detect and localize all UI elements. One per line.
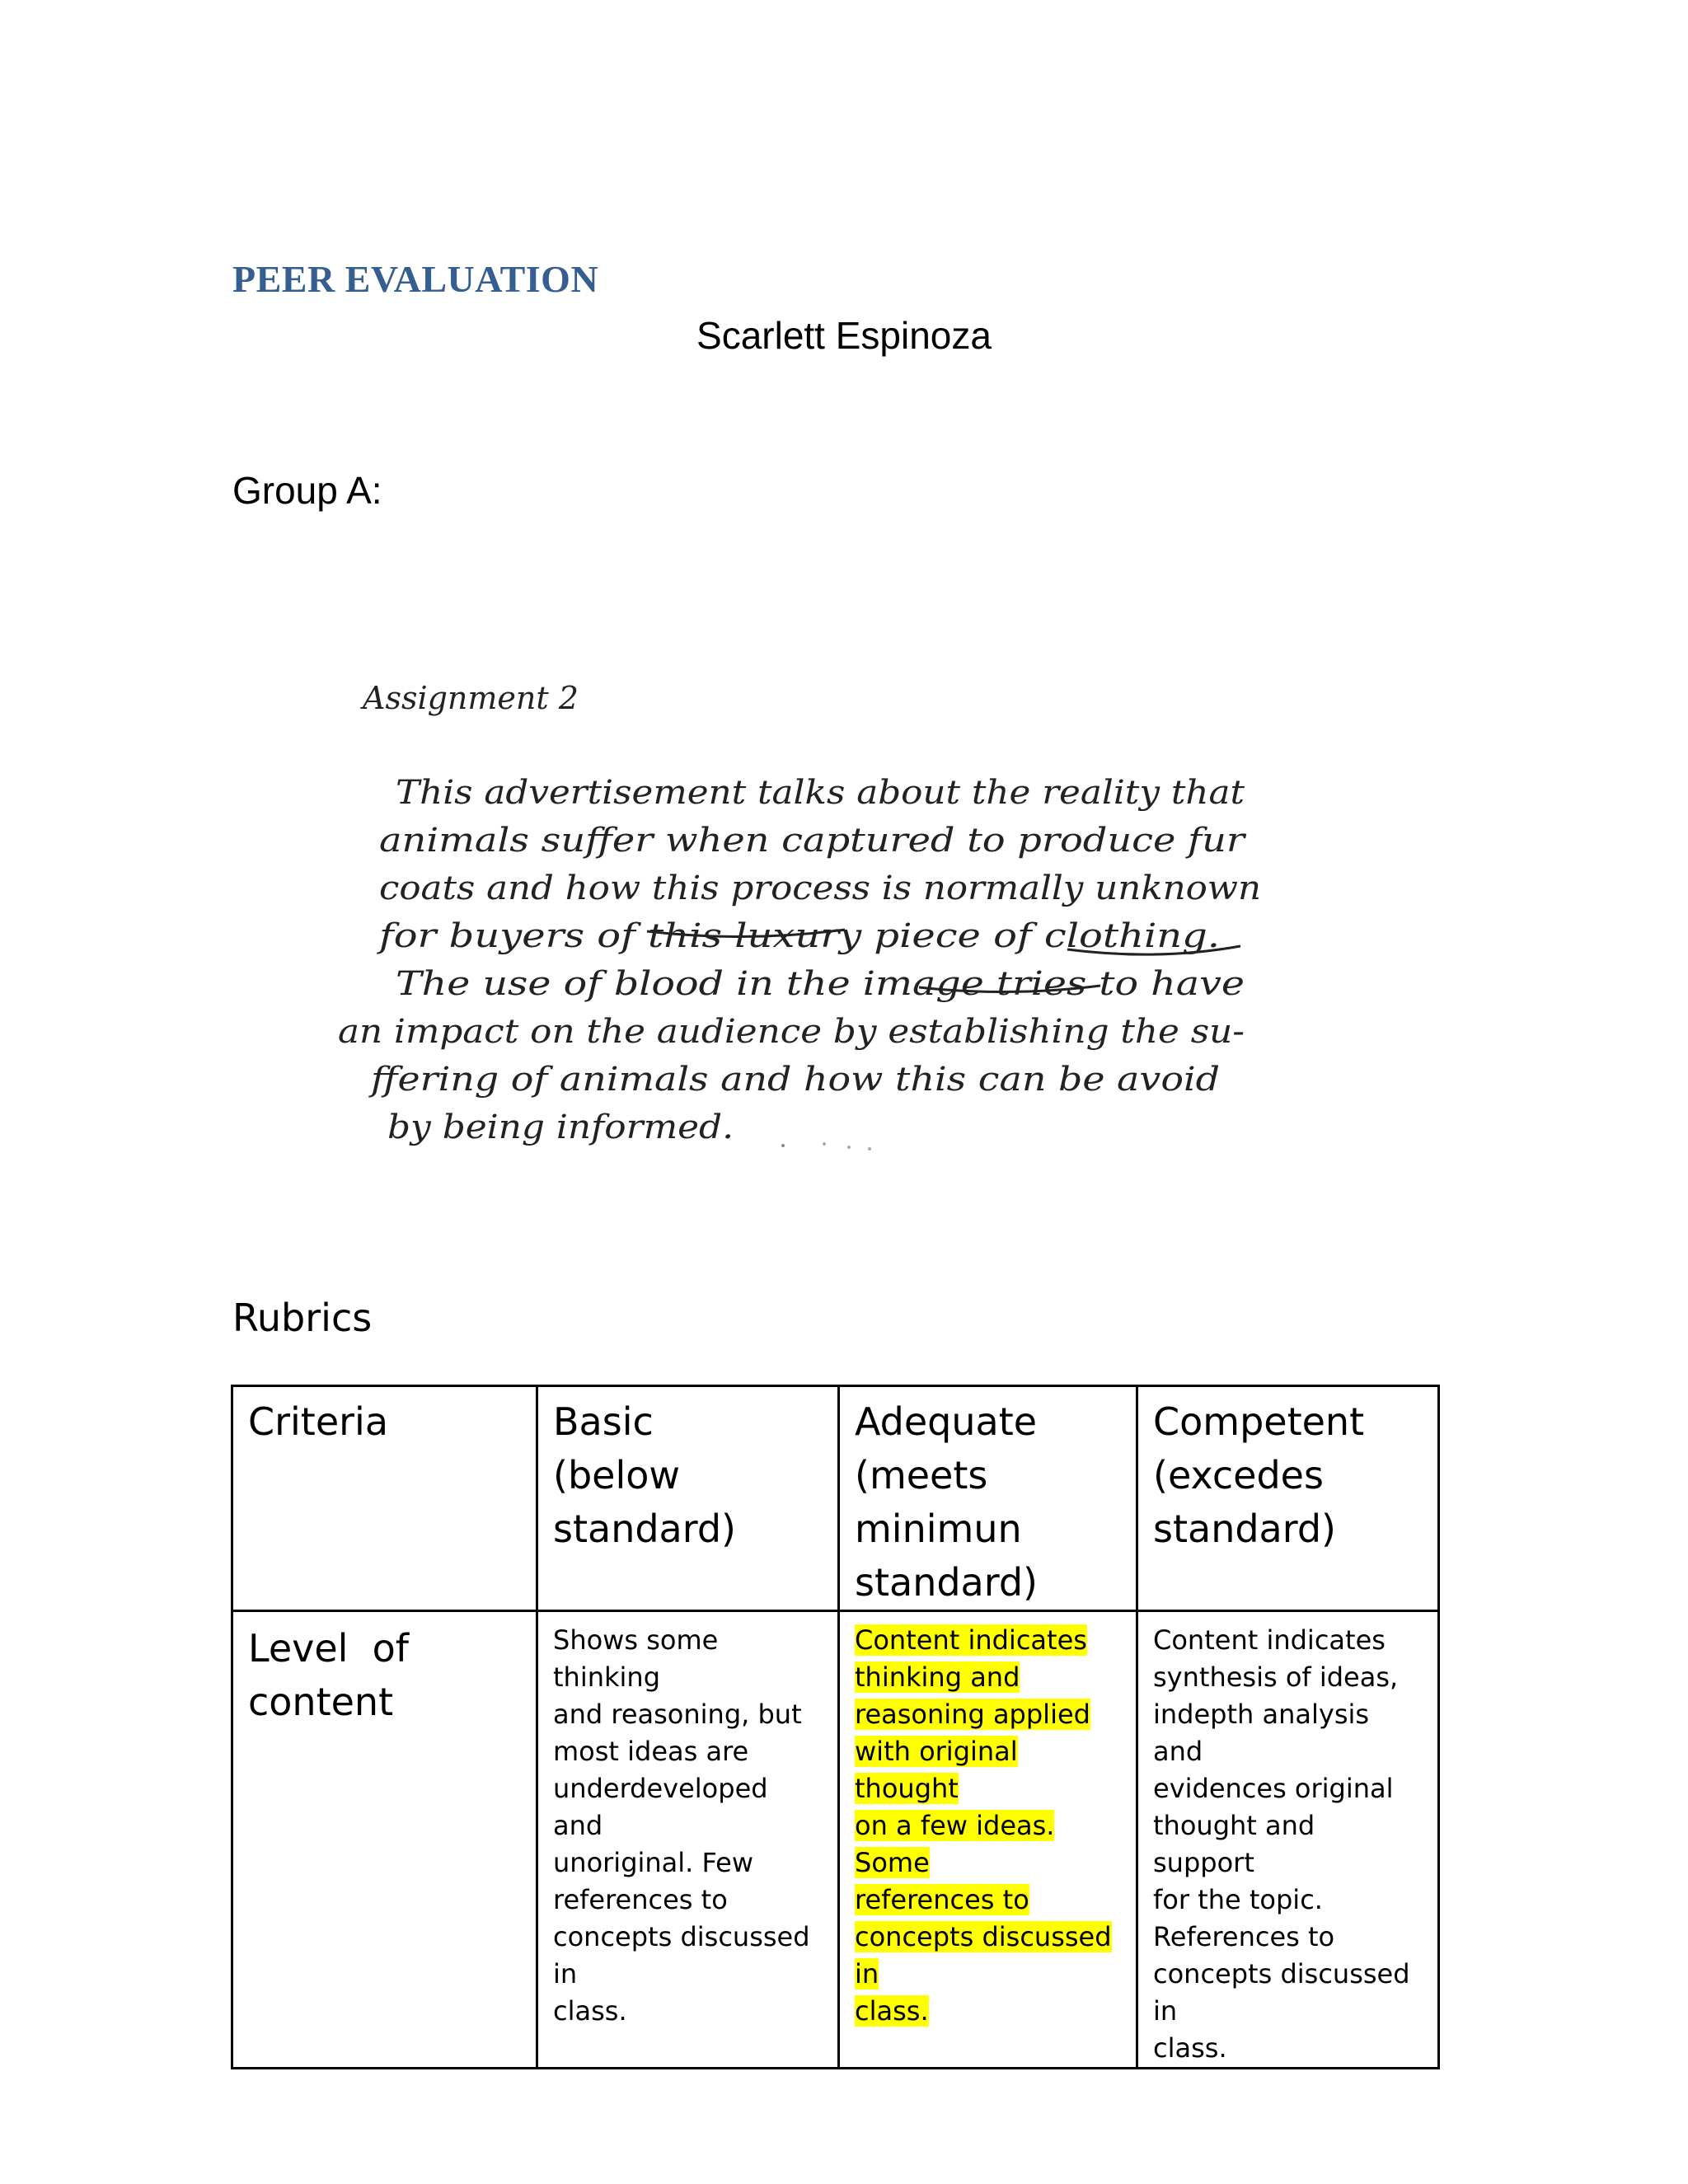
criterion-cell xyxy=(232,1611,537,2069)
competent-line: synthesis of ideas, xyxy=(1153,1661,1399,1693)
handwritten-line: This advertisement talks about the reality that xyxy=(396,774,1246,812)
header-line: minimun xyxy=(855,1507,1022,1551)
adequate-description xyxy=(839,1611,1137,2069)
competent-line: concepts discussed in xyxy=(1153,1958,1410,2027)
rubric-row-level-of-content xyxy=(232,1611,1439,2069)
competent-line: indepth analysis and xyxy=(1153,1699,1370,1767)
competent-line: class. xyxy=(1153,2032,1227,2064)
handwritten-line: ffering of animals and how this can be avoid xyxy=(368,1061,1220,1099)
adequate-highlighted-line: reasoning applied xyxy=(855,1699,1090,1730)
handwritten-speck xyxy=(823,1142,826,1146)
header-line: (excedes xyxy=(1153,1453,1324,1497)
handwritten-line: The use of blood in the image tries to have xyxy=(396,965,1245,1003)
header-criteria xyxy=(232,1386,537,1611)
adequate-highlighted-line: references to xyxy=(855,1884,1029,1915)
group-label: Group A: xyxy=(232,469,382,512)
header-basic xyxy=(537,1386,839,1611)
basic-line: references to xyxy=(553,1884,728,1915)
handwritten-line: by being informed. xyxy=(387,1108,734,1146)
header-adequate xyxy=(839,1386,1137,1611)
handwritten-speck xyxy=(847,1146,851,1149)
header-line: (meets xyxy=(855,1453,988,1497)
header-line: Criteria xyxy=(248,1399,389,1444)
competent-line: thought and support xyxy=(1153,1810,1315,1878)
header-competent xyxy=(1137,1386,1439,1611)
handwritten-speck xyxy=(868,1147,871,1151)
competent-line: References to xyxy=(1153,1921,1335,1952)
basic-line: unoriginal. Few xyxy=(553,1847,754,1878)
handwritten-speck xyxy=(781,1144,785,1147)
adequate-highlighted-line: with original thought xyxy=(855,1736,1018,1804)
page-heading: PEER EVALUATION xyxy=(232,258,599,300)
competent-line: for the topic. xyxy=(1153,1884,1323,1915)
adequate-highlighted-line: Content indicates xyxy=(855,1624,1087,1656)
rubric-table xyxy=(231,1385,1440,2069)
handwritten-line: for buyers of this luxury piece of clothing. xyxy=(376,917,1220,955)
author-name: Scarlett Espinoza xyxy=(696,314,992,357)
handwritten-line: coats and how this process is normally unknown xyxy=(379,869,1261,907)
header-line: standard) xyxy=(553,1507,736,1551)
competent-line: evidences original xyxy=(1153,1773,1394,1804)
header-line: standard) xyxy=(1153,1507,1336,1551)
header-line: (below xyxy=(553,1453,680,1497)
basic-description xyxy=(537,1611,839,2069)
handwritten-note xyxy=(321,659,1393,1220)
basic-line: most ideas are xyxy=(553,1736,749,1767)
handwritten-line: animals suffer when captured to produce fur xyxy=(379,822,1248,860)
basic-line: and reasoning, but xyxy=(553,1699,802,1730)
competent-description xyxy=(1137,1611,1439,2069)
rubric-header-row xyxy=(232,1386,1439,1611)
header-line: Competent xyxy=(1153,1399,1365,1444)
criterion-line: Level of xyxy=(248,1626,410,1671)
adequate-highlighted-line: on a few ideas. Some xyxy=(855,1810,1055,1878)
basic-line: class. xyxy=(553,1995,627,2027)
competent-line: Content indicates xyxy=(1153,1624,1386,1656)
header-line: Basic xyxy=(553,1399,654,1444)
criterion-line: content xyxy=(248,1680,394,1724)
basic-line: concepts discussed in xyxy=(553,1921,810,1990)
adequate-highlighted-line: thinking and xyxy=(855,1661,1020,1693)
rubrics-title: Rubrics xyxy=(232,1296,373,1340)
adequate-highlighted-line: concepts discussed in xyxy=(855,1921,1112,1990)
header-line: Adequate xyxy=(855,1399,1038,1444)
basic-line: underdeveloped and xyxy=(553,1773,768,1841)
handwritten-line: an impact on the audience by establishing the su- xyxy=(338,1013,1245,1051)
handwritten-title: Assignment 2 xyxy=(363,680,579,716)
basic-line: Shows some thinking xyxy=(553,1624,719,1693)
header-line: standard) xyxy=(855,1560,1038,1605)
adequate-highlighted-line: class. xyxy=(855,1995,929,2027)
